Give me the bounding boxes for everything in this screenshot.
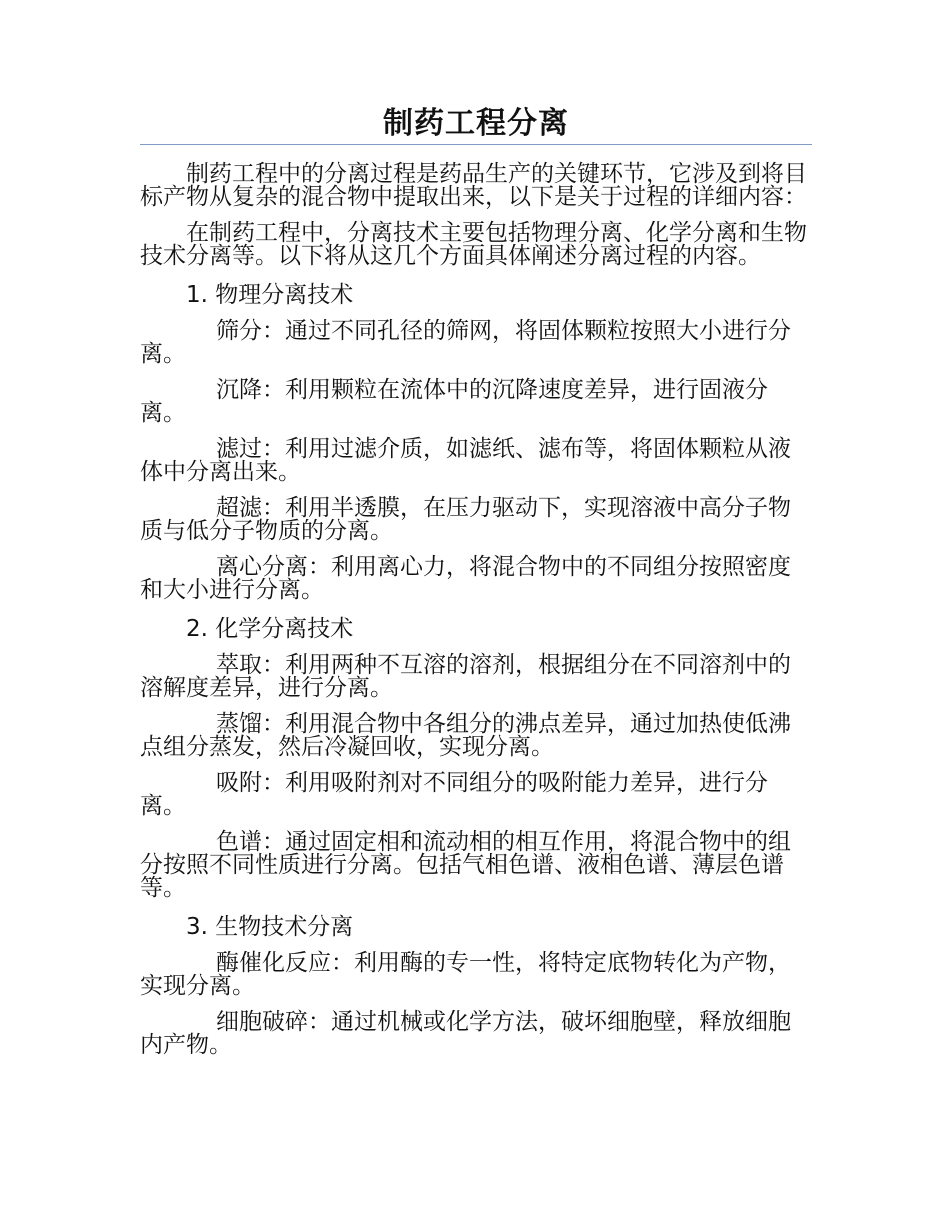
list-item: 色谱：通过固定相和流动相的相互作用，将混合物中的组分按照不同性质进行分离。包括气相色谱、液相色谱、薄层色谱等。 — [140, 829, 791, 901]
list-item: 酶催化反应：利用酶的专一性，将特定底物转化为产物，实现分离。 — [140, 950, 791, 999]
list-item: 萃取：利用两种不互溶的溶剂，根据组分在不同溶剂中的溶解度差异，进行分离。 — [140, 652, 791, 701]
intro-paragraph: 在制药工程中，分离技术主要包括物理分离、化学分离和生物技术分离等。以下将从这几个方面具体阐述分离过程的内容。 — [140, 220, 807, 269]
section-heading: 1. 物理分离技术 — [186, 282, 354, 308]
section-heading: 2. 化学分离技术 — [186, 616, 354, 642]
section-chemical — [140, 618, 812, 900]
list-item: 吸附：利用吸附剂对不同组分的吸附能力差异，进行分离。 — [140, 770, 768, 819]
list-item: 细胞破碎：通过机械或化学方法，破坏细胞壁，释放细胞内产物。 — [140, 1009, 791, 1058]
section-biological — [140, 916, 812, 1057]
section-heading: 3. 生物技术分离 — [186, 914, 354, 940]
list-item: 蒸馏：利用混合物中各组分的沸点差异，通过加热使低沸点组分蒸发，然后冷凝回收，实现分离。 — [140, 711, 791, 760]
list-item: 离心分离：利用离心力，将混合物中的不同组分按照密度和大小进行分离。 — [140, 554, 791, 603]
list-item: 滤过：利用过滤介质，如滤纸、滤布等，将固体颗粒从液体中分离出来。 — [140, 436, 791, 485]
list-item: 超滤：利用半透膜，在压力驱动下，实现溶液中高分子物质与低分子物质的分离。 — [140, 495, 791, 544]
section-physical — [140, 284, 812, 602]
document-title: 制药工程分离 — [140, 104, 812, 145]
document-page — [140, 100, 812, 1070]
list-item: 筛分：通过不同孔径的筛网，将固体颗粒按照大小进行分离。 — [140, 318, 791, 367]
document-body — [140, 163, 812, 1057]
intro-paragraph: 制药工程中的分离过程是药品生产的关键环节，它涉及到将目标产物从复杂的混合物中提取出来，以下是关于过程的详细内容： — [140, 161, 807, 210]
list-item: 沉降：利用颗粒在流体中的沉降速度差异，进行固液分离。 — [140, 377, 768, 426]
